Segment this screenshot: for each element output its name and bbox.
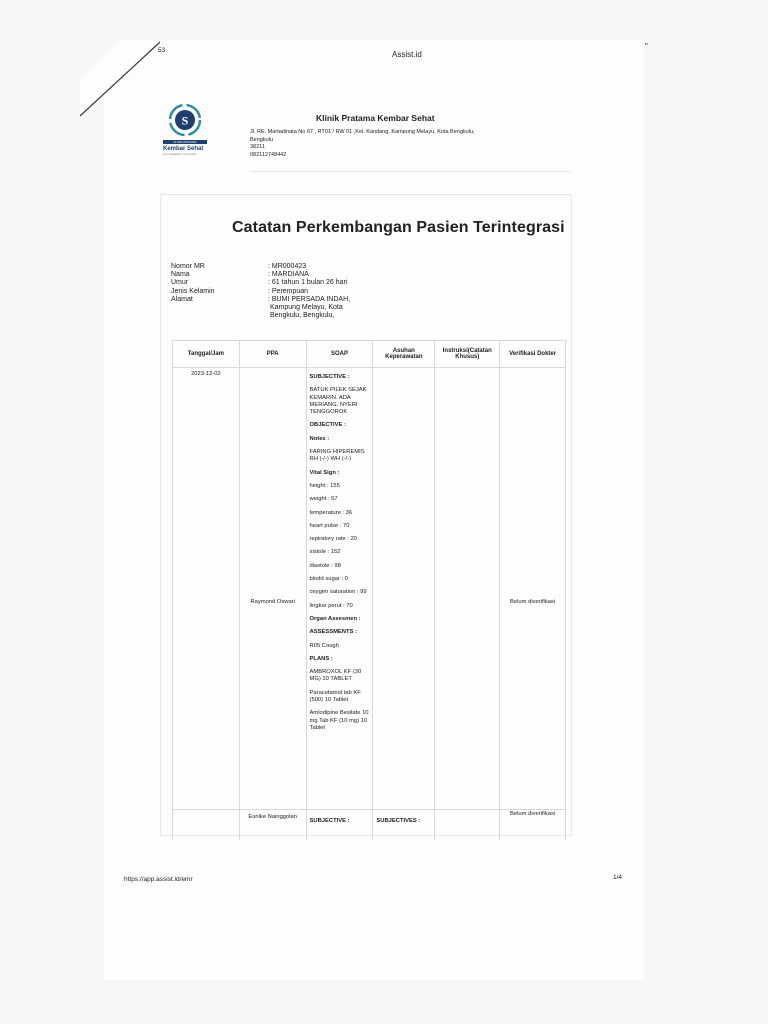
header-verifikasi: Verifikasi Dokter [500, 341, 566, 368]
asuhan-text: SUBJECTIVES : [376, 818, 421, 824]
logo-text: Kembar Sehat [163, 146, 204, 152]
value-jenis-kelamin: : Perempuan [268, 287, 309, 295]
ppa-name: Raymond Oswari [250, 599, 295, 605]
soap-entry: PLANS : [309, 655, 333, 662]
header-ppa: PPA [239, 341, 306, 368]
logo-band: KLINIK PRATAMA [173, 140, 197, 144]
value-nama: : MARDIANA [268, 271, 309, 279]
folded-corner-shadow [80, 40, 160, 120]
cell-ppa [239, 810, 306, 840]
cell-instruksi [435, 810, 500, 840]
logo-tagline: your satisfaction is our priority [163, 153, 197, 156]
cell-asuhan [373, 810, 435, 840]
patient-values [268, 263, 350, 320]
soap-entry: R05 Cough [309, 642, 339, 649]
soap-entry: weight : 57 [309, 496, 338, 503]
corner-mark: " [645, 42, 648, 51]
soap-entry: height : 155 [309, 482, 340, 489]
soap-entry: Amlodipine Besilate 10 mg Tab KF (10 mg) 10 Tablet [309, 710, 369, 731]
soap-entry: ASSESSMENTS : [309, 629, 357, 636]
cell-asuhan [373, 368, 435, 810]
clinic-logo [163, 100, 213, 160]
svg-text:S: S [181, 113, 189, 128]
soap-entries [310, 818, 370, 825]
header-tanggal: Tanggal/Jam [173, 341, 240, 368]
soap-entry: SUBJECTIVE : [309, 818, 350, 824]
soap-entry: Vital Sign : [309, 469, 340, 476]
value-alamat-1: : BUMI PERSADA INDAH, [268, 295, 351, 303]
page-number: 1/4 [613, 874, 623, 881]
label-nama: Nama [171, 271, 190, 279]
table-row [173, 368, 566, 810]
label-umur: Umur [171, 279, 189, 287]
cell-date [173, 810, 240, 840]
date-value: 2023-12-02 [191, 371, 221, 377]
corner-number: 53 [158, 47, 166, 54]
cell-instruksi [435, 368, 500, 810]
document-title: Catatan Perkembangan Pasien Terintegrasi [232, 219, 565, 236]
header-divider [250, 171, 570, 172]
label-alamat: Alamat [171, 295, 193, 303]
soap-entry: Notes : [309, 435, 330, 442]
soap-entry: BATUK PILEK SEJAK KEMARIN. ADA MERIANG. NYERI TENGGOROK [309, 387, 367, 416]
soap-entry: heart pulse : 70 [309, 522, 350, 529]
table-row [173, 810, 566, 840]
soap-entry: sistole : 152 [309, 549, 341, 556]
cell-date [173, 368, 240, 810]
cell-soap [306, 810, 373, 840]
patient-labels [171, 263, 215, 304]
soap-entry: FARING HIPEREMIS RH (-/-) WH (-/-) [309, 449, 365, 463]
soap-entry: repiratory rate : 20 [309, 536, 357, 543]
soap-entry: diastole : 98 [309, 562, 341, 569]
soap-entry: OBJECTIVE : [309, 422, 346, 429]
clinic-address [250, 129, 490, 159]
value-alamat-3: Bengkulu, Bengkulu, [270, 312, 335, 320]
footer-url: https://app.assist.id/emr [124, 876, 193, 883]
value-mr: : MR000423 [268, 263, 307, 270]
address-line: Jl. RE. Martadinata No 67 , RT01 / RW 01 ,Kel. Kandang, Kampung Melayu, Kota Bengkulu, Bengkulu [250, 129, 475, 143]
header-soap: SOAP [306, 341, 373, 368]
progress-notes-table [172, 340, 566, 840]
table-header-row [173, 341, 566, 368]
cell-verifikasi [500, 810, 566, 840]
phone-number: 082112748442 [250, 151, 287, 158]
header-asuhan: Asuhan Keperawatan [373, 341, 435, 368]
cell-ppa [239, 368, 306, 810]
postal-code: 38211 [250, 144, 265, 150]
label-jenis-kelamin: Jenis Kelamin [171, 287, 215, 295]
verification-status: Belum diverifikasi [510, 811, 556, 817]
soap-entry: blodd sugar : 0 [309, 576, 348, 583]
soap-entry: lingkar perut : 70 [309, 602, 353, 609]
soap-entry: temperature : 36 [309, 509, 353, 516]
soap-entry: Organ Assesmen : [309, 615, 361, 622]
soap-entries [310, 374, 370, 732]
ppa-name: Eunike Nainggolan [248, 814, 297, 820]
value-alamat-2: Kampung Melayu, Kota [270, 304, 343, 312]
value-umur: : 61 tahun 1 bulan 26 hari [268, 279, 348, 287]
clinic-name: Klinik Pratama Kembar Sehat [316, 113, 435, 123]
site-title: Assist.id [392, 50, 422, 59]
soap-entry: oxygen saturation : 99 [309, 589, 367, 596]
soap-entry: AMBROXOL KF (30 MG) 10 TABLET [309, 669, 362, 683]
label-mr: Nomor MR [171, 263, 205, 270]
cell-verifikasi [500, 368, 566, 810]
cell-soap [306, 368, 373, 810]
soap-entry: Paracetamol tab KF (500) 10 Tablet [309, 689, 361, 704]
verification-status: Belum diverifikasi [510, 599, 556, 605]
header-instruksi: Instruksi(Catatan Khusus) [435, 341, 500, 368]
soap-entry: SUBJECTIVE : [309, 374, 350, 380]
